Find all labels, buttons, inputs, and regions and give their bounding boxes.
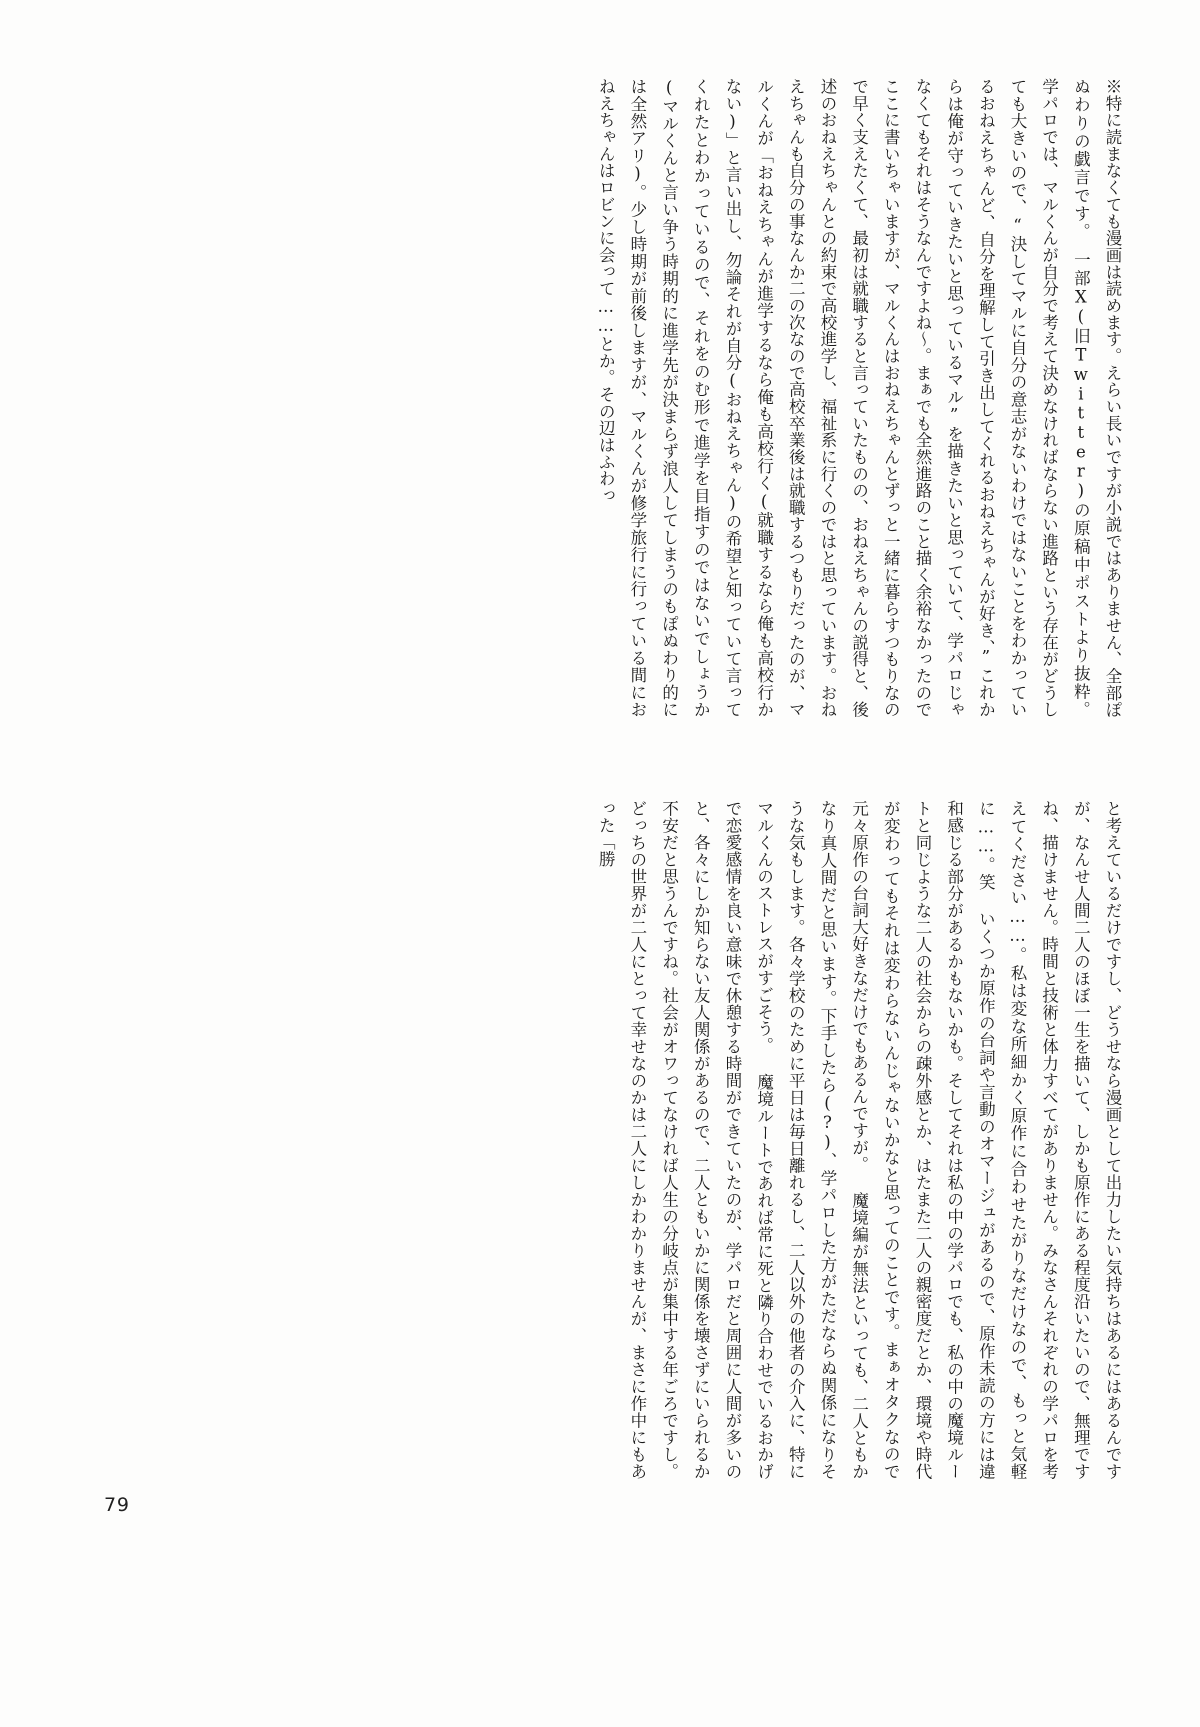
page-edge-mark: [540, 1719, 660, 1721]
afterword-text-top: ※特に読まなくても漫画は読めます。えらい長いですが小説ではありません、全部ぽぬわりの戯言です。 一部X(旧Twitter)の原稿中ポストより抜粋。 学パロでは、マルくんが自分で考えて決めなければならない進路という存在がどうしても大きいので、“決してマルに自分の意志がないわけではないことをわかっているおねえちゃんど、自分を理解して引き出してくれるおねえちゃんが好き、”これからは俺が守っていきたいと思っているマル”を描きたいと思っていて、学パロじゃなくてもそれはそうなんですよね～。まぁでも全然進路のこと描く余裕なかったのでここに書いちゃいますが、マルくんはおねえちゃんとずっと一緒に暮らすつもりなので早く支えたくて、最初は就職すると言っていたものの、おねえちゃんの説得と、後述のおねえちゃんとの約束で高校進学し、福祉系に行くのではと思っています。おねえちゃんも自分の事なんか二の次なので高校卒業後は就職するつもりだったのが、マルくんが「おねえちゃんが進学するなら俺も高校行く(就職するなら俺も高校行かない)」と言い出し、勿論それが自分(おねえちゃん)の希望と知っていて言ってくれたとわかっているので、それをのむ形で進学を目指すのではないでしょうか(マルくんと言い争う時期的に進学先が決まらず浪人してしまうのもぽぬわり的には全然アリ)。少し時期が前後しますが、マルくんが修学旅行に行っている間におねえちゃんはロビンに会って……とか。その辺はふわっ: [596, 78, 1122, 718]
page-number: 79: [104, 1494, 130, 1516]
afterword-text-bottom: と考えているだけですし、どうせなら漫画として出力したい気持ちはあるにはあるんですが、なんせ人間二人のほぼ一生を描いて、しかも原作にある程度沿いたいので、無理ですね、描けません。時間と技術と体力すべてがありません。みなさんそれぞれの学パロを考えてください……。私は変な所細かく原作に合わせたがりなだけなので、もっと気軽に……。笑 いくつか原作の台詞や言動のオマージュがあるので、原作未読の方には違和感じる部分があるかもないかも。そしてそれは私の中の学パロでも、私の中の魔境ルートと同じような二人の社会からの疎外感とか、はたまた二人の親密度だとか、環境や時代が変わってもそれは変わらないんじゃないかなと思ってのことです。まぁオタクなので元々原作の台詞大好きなだけでもあるんですが。 魔境編が無法といっても、二人ともかなり真人間だと思います。下手したら(?)、学パロした方がただならぬ関係になりそうな気もします。各々学校のために平日は毎日離れるし、二人以外の他者の介入に、特にマルくんのストレスがすごそう。 魔境ルートであれば常に死と隣り合わせでいるおかげで恋愛感情を良い意味で休憩する時間ができていたのが、学パロだと周囲に人間が多いのと、各々にしか知らない友人関係があるので、二人ともいかに関係を壊さずにいられるか不安だと思うんですね。社会がオワってなければ人生の分岐点が集中する年ごろですし。どっちの世界が二人にとって幸せなのかは二人にしかわかりませんが、まさに作中にもあった「勝: [596, 800, 1122, 1480]
